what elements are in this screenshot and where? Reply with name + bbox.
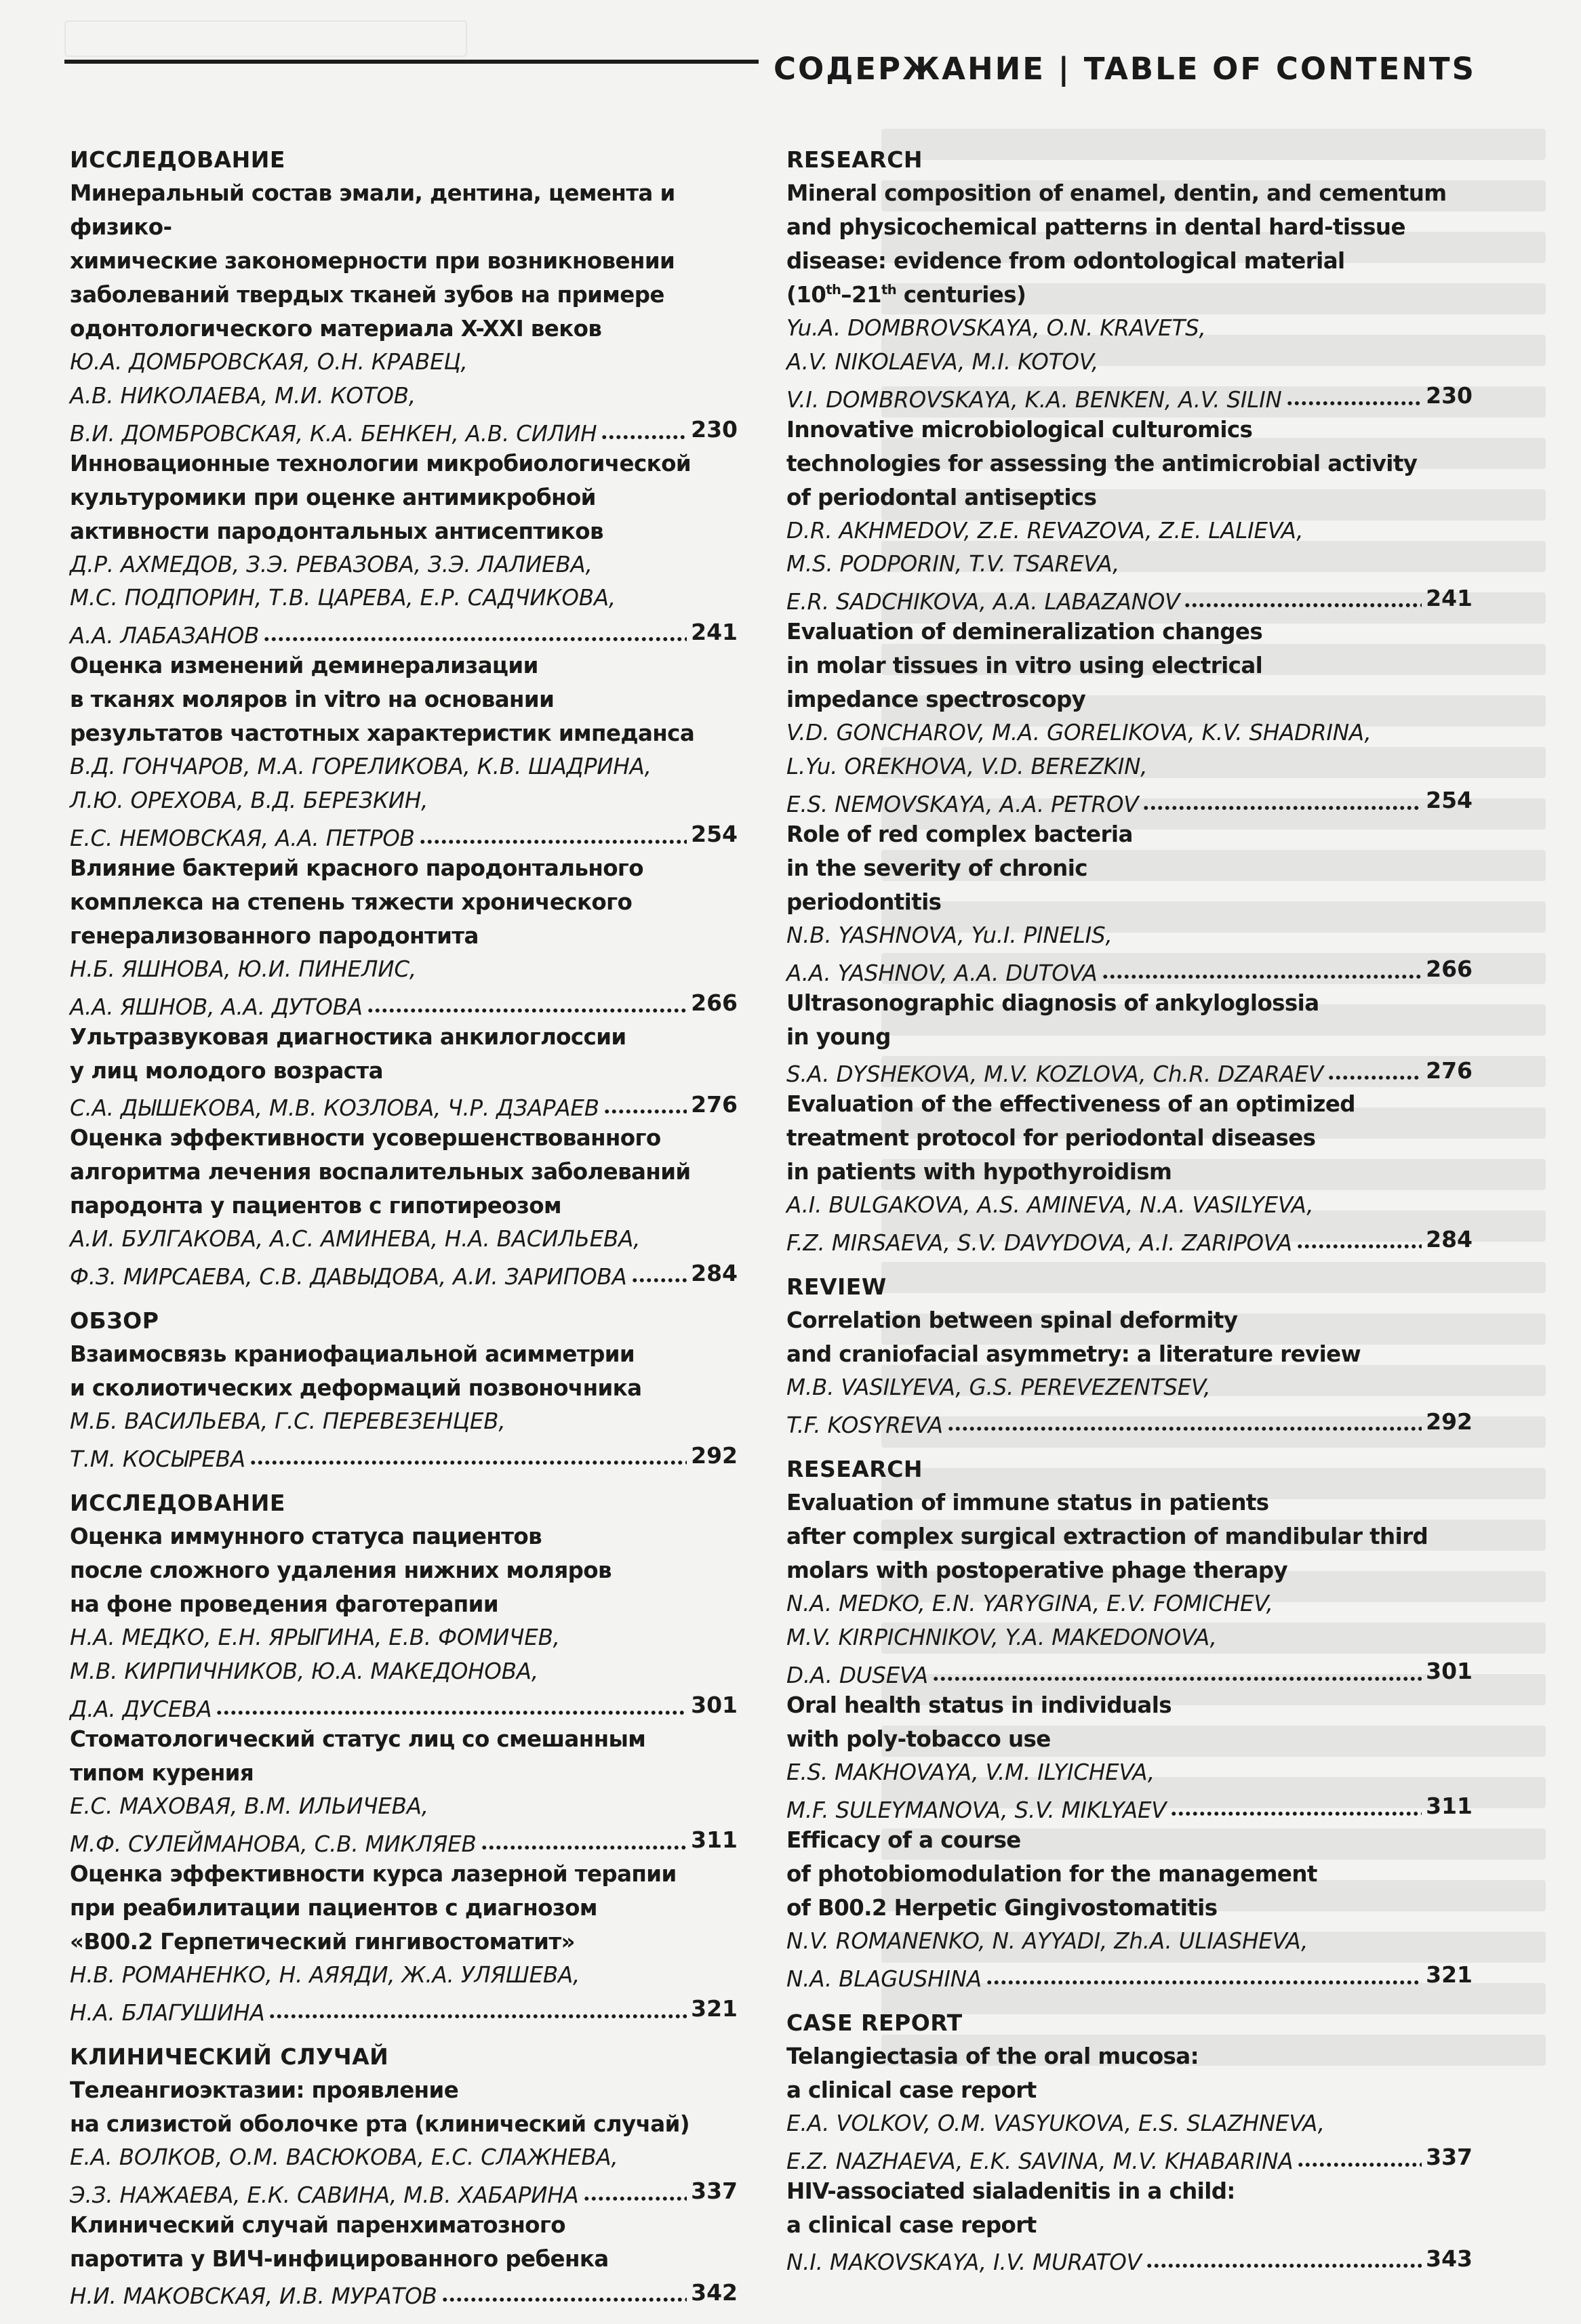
dot-leader — [263, 621, 687, 642]
page-number[interactable]: 241 — [691, 618, 738, 645]
article-authors: M.B. VASILYEVA, G.S. PEREVEZENTSEV, — [786, 1374, 1211, 1400]
toc-entry[interactable] — [70, 2073, 738, 2208]
dot-leader — [601, 420, 687, 440]
toc-entry[interactable] — [70, 1337, 738, 1472]
article-authors: V.D. GONCHAROV, M.A. GORELIKOVA, K.V. SHADRINA, L.Yu. OREKHOVA, V.D. BEREZKIN, — [786, 720, 1372, 779]
toc-section — [786, 144, 1473, 1256]
page-number[interactable]: 311 — [691, 1827, 738, 1853]
page-number[interactable]: 284 — [1426, 1225, 1473, 1252]
toc-entry[interactable] — [70, 447, 738, 649]
authors-page-line — [786, 1958, 1473, 1992]
article-authors-last-line: T.F. KOSYREVA — [786, 1412, 943, 1438]
article-authors: Yu.A. DOMBROVSKAYA, O.N. KRAVETS, A.V. NIKOLAEVA, M.I. KOTOV, — [786, 315, 1206, 375]
dot-leader — [603, 1094, 687, 1114]
article-authors-last-line: Ф.З. МИРСАЕВА, С.В. ДАВЫДОВА, А.И. ЗАРИПОВА — [70, 1264, 627, 1290]
dot-leader — [986, 1965, 1422, 1985]
dot-leader — [1297, 2147, 1422, 2167]
article-authors: В.Д. ГОНЧАРОВ, М.А. ГОРЕЛИКОВА, К.В. ШАДРИНА, Л.Ю. ОРЕХОВА, В.Д. БЕРЕЗКИН, — [70, 754, 652, 813]
article-authors: М.Б. ВАСИЛЬЕВА, Г.С. ПЕРЕВЕЗЕНЦЕВ, — [70, 1408, 506, 1434]
page-number[interactable]: 241 — [1426, 584, 1473, 611]
article-authors: E.A. VOLKOV, O.M. VASYUKOVA, E.S. SLAZHNEVA, — [786, 2110, 1325, 2136]
article-authors-last-line: С.А. ДЫШЕКОВА, М.В. КОЗЛОВА, Ч.Р. ДЗАРАЕВ — [70, 1095, 599, 1121]
section-title: ОБЗОР — [70, 1307, 159, 1334]
authors-page-line — [70, 817, 738, 851]
authors-page-line — [70, 1823, 738, 1857]
article-title[interactable]: Ультразвуковая диагностика анкилоглоссии у лиц молодого возраста — [70, 1023, 626, 1084]
page-number[interactable]: 276 — [691, 1090, 738, 1118]
authors-page-line — [70, 1088, 738, 1122]
toc-entry[interactable] — [70, 1520, 738, 1722]
article-authors-last-line: E.R. SADCHIKOVA, A.A. LABAZANOV — [786, 589, 1180, 615]
article-authors: Ю.А. ДОМБРОВСКАЯ, О.Н. КРАВЕЦ, А.В. НИКОЛАЕВА, М.И. КОТОВ, — [70, 349, 468, 409]
bleed-header-shadow — [64, 20, 467, 57]
article-authors: Н.В. РОМАНЕНКО, Н. АЯЯДИ, Ж.А. УЛЯШЕВА, — [70, 1961, 580, 1988]
article-authors-last-line: В.И. ДОМБРОВСКАЯ, К.А. БЕНКЕН, А.В. СИЛИН — [70, 420, 597, 447]
dot-leader — [1286, 386, 1422, 406]
article-title[interactable]: Evaluation of immune status in patients after complex surgical extraction of mandibular third molars with postoperative phage therapy — [786, 1490, 1428, 1583]
article-authors: А.И. БУЛГАКОВА, А.С. АМИНЕВА, Н.А. ВАСИЛЬЕВА, — [70, 1226, 641, 1252]
page-number[interactable]: 254 — [1426, 787, 1473, 813]
dot-leader — [1170, 1796, 1422, 1816]
dot-leader — [947, 1411, 1422, 1431]
page-number[interactable]: 321 — [1426, 1961, 1473, 1988]
article-authors: D.R. AKHMEDOV, Z.E. REVAZOVA, Z.E. LALIEVA, M.S. PODPORIN, T.V. TSAREVA, — [786, 517, 1304, 577]
toc-entry[interactable] — [786, 1688, 1473, 1823]
toc-entry[interactable] — [786, 2039, 1473, 2174]
authors-page-line — [70, 615, 738, 649]
dot-leader — [631, 1263, 687, 1283]
page-number[interactable]: 230 — [691, 416, 738, 443]
toc-entry[interactable] — [786, 1823, 1473, 1992]
article-title[interactable]: Минеральный состав эмали, дентина, цемента и физико- химические закономерности при возникновении заболеваний твердых тканей зубов на примере одонтологического материала X-XXI веков — [70, 180, 675, 342]
dot-leader — [419, 824, 687, 844]
article-title[interactable]: Efficacy of a course of photobiomodulation for the management of B00.2 Herpetic Gingivostomatitis — [786, 1827, 1317, 1921]
authors-page-line — [786, 2242, 1473, 2276]
article-authors-last-line: N.A. BLAGUSHINA — [786, 1965, 982, 1992]
toc-section — [786, 1453, 1473, 1992]
page-number[interactable]: 254 — [691, 821, 738, 847]
section-title: RESEARCH — [786, 1456, 923, 1482]
dot-leader — [1327, 1060, 1422, 1080]
article-title[interactable]: Стоматологический статус лиц со смешанным типом курения — [70, 1726, 646, 1786]
toc-section — [70, 144, 738, 1290]
toc-entry[interactable] — [786, 817, 1473, 986]
article-authors: Н.Б. ЯШНОВА, Ю.И. ПИНЕЛИС, — [70, 956, 416, 982]
page-number[interactable]: 230 — [1426, 382, 1473, 409]
authors-page-line — [70, 1439, 738, 1473]
article-title[interactable]: Evaluation of the effectiveness of an optimized treatment protocol for periodontal diseases in patients with hypothyroidism — [786, 1091, 1355, 1185]
toc-entry[interactable] — [786, 986, 1473, 1088]
authors-page-line — [786, 1654, 1473, 1688]
page-number[interactable]: 292 — [691, 1442, 738, 1469]
article-authors: N.A. MEDKO, E.N. YARYGINA, E.V. FOMICHEV, M.V. KIRPICHNIKOV, Y.A. MAKEDONOVA, — [786, 1591, 1273, 1650]
article-authors-last-line: E.Z. NAZHAEVA, E.K. SAVINA, M.V. KHABARINA — [786, 2148, 1294, 2174]
article-authors: Е.С. МАХОВАЯ, В.М. ИЛЬИЧЕВА, — [70, 1793, 428, 1819]
authors-page-line — [70, 2276, 738, 2310]
toc-section — [70, 2041, 738, 2310]
page-number[interactable]: 266 — [691, 990, 738, 1016]
article-authors-last-line: E.S. NEMOVSKAYA, A.A. PETROV — [786, 791, 1139, 817]
page-number[interactable]: 284 — [691, 1259, 738, 1286]
article-authors: Н.А. МЕДКО, Е.Н. ЯРЫГИНА, Е.В. ФОМИЧЕВ, М.В. КИРПИЧНИКОВ, Ю.А. МАКЕДОНОВА, — [70, 1625, 560, 1684]
article-title[interactable]: Mineral composition of enamel, dentin, and cementum and physicochemical patterns in dental hard-tissue disease: evidence from odontological material (10th–21th centuries) — [786, 180, 1447, 308]
article-authors-last-line: Е.С. НЕМОВСКАЯ, А.А. ПЕТРОВ — [70, 825, 415, 851]
toc-column-english — [786, 144, 1473, 2290]
article-title[interactable]: Оценка эффективности усовершенствованного алгоритма лечения воспалительных заболеваний пародонта у пациентов с гипотиреозом — [70, 1125, 691, 1219]
toc-entry[interactable] — [786, 615, 1473, 817]
article-authors: Е.А. ВОЛКОВ, О.М. ВАСЮКОВА, Е.С. СЛАЖНЕВА, — [70, 2144, 618, 2170]
authors-page-line — [786, 582, 1473, 615]
toc-entry[interactable] — [70, 649, 738, 851]
article-authors: A.I. BULGAKOVA, A.S. AMINEVA, N.A. VASILYEVA, — [786, 1192, 1314, 1218]
authors-page-line — [70, 413, 738, 447]
article-authors-last-line: М.Ф. СУЛЕЙМАНОВА, С.В. МИКЛЯЕВ — [70, 1831, 477, 1857]
authors-page-line — [70, 986, 738, 1020]
page-title: СОДЕРЖАНИЕ | TABLE OF CONTENTS — [759, 49, 1476, 89]
authors-page-line — [786, 1054, 1473, 1088]
article-authors-last-line: Т.М. КОСЫРЕВА — [70, 1446, 245, 1472]
page-number[interactable]: 343 — [1426, 2245, 1473, 2272]
toc-column-russian — [70, 144, 738, 2324]
page-number[interactable]: 266 — [1426, 956, 1473, 982]
dot-leader — [441, 2282, 687, 2302]
article-authors: N.V. ROMANENKO, N. AYYADI, Zh.A. ULIASHEVA, — [786, 1928, 1308, 1954]
page-number[interactable]: 337 — [691, 2178, 738, 2204]
authors-page-line — [786, 1405, 1473, 1439]
toc-entry[interactable] — [70, 1722, 738, 1857]
article-authors-last-line: S.A. DYSHEKOVA, M.V. KOZLOVA, Ch.R. DZARAEV — [786, 1061, 1323, 1087]
section-title: REVIEW — [786, 1273, 887, 1300]
toc-section — [786, 1271, 1473, 1438]
article-authors-last-line: M.F. SULEYMANOVA, S.V. MIKLYAEV — [786, 1797, 1167, 1823]
dot-leader — [1102, 959, 1422, 979]
article-title[interactable]: Ultrasonographic diagnosis of ankyloglossia in young — [786, 990, 1319, 1050]
dot-leader — [481, 1830, 687, 1850]
article-title[interactable]: Correlation between spinal deformity and craniofacial asymmetry: a literature review — [786, 1307, 1361, 1367]
authors-page-line — [786, 952, 1473, 986]
toc-entry[interactable] — [70, 851, 738, 1020]
article-authors-last-line: Н.А. БЛАГУШИНА — [70, 1999, 265, 2026]
page-number[interactable]: 301 — [691, 1692, 738, 1718]
article-authors-last-line: Э.З. НАЖАЕВА, Е.К. САВИНА, М.В. ХАБАРИНА — [70, 2182, 579, 2208]
toc-entry[interactable] — [70, 1121, 738, 1290]
section-title: ИССЛЕДОВАНИЕ — [70, 1490, 285, 1516]
authors-page-line — [70, 2174, 738, 2208]
page-number[interactable]: 311 — [1426, 1793, 1473, 1819]
toc-entry[interactable] — [786, 413, 1473, 615]
article-title[interactable]: Клинический случай паренхиматозного паротита у ВИЧ-инфицированного ребенка — [70, 2211, 609, 2272]
toc-section — [786, 2007, 1473, 2276]
toc-entry[interactable] — [786, 1486, 1473, 1688]
article-title[interactable]: Оценка эффективности курса лазерной терапии при реабилитации пациентов с диагнозом «B00.2 Герпетический гингивостоматит» — [70, 1860, 677, 1955]
dot-leader — [932, 1661, 1422, 1681]
dot-leader — [583, 2181, 687, 2201]
article-title[interactable]: Влияние бактерий красного пародонтального комплекса на степень тяжести хронического генерализованного пародонтита — [70, 855, 644, 949]
article-title[interactable]: Oral health status in individuals with poly-tobacco use — [786, 1692, 1172, 1752]
dot-leader — [268, 1999, 687, 2019]
article-authors-last-line: F.Z. MIRSAEVA, S.V. DAVYDOVA, A.I. ZARIPOVA — [786, 1230, 1292, 1256]
dot-leader — [249, 1445, 687, 1465]
article-authors-last-line: D.A. DUSEVA — [786, 1662, 928, 1688]
article-authors-last-line: V.I. DOMBROVSKAYA, K.A. BENKEN, A.V. SILIN — [786, 386, 1282, 413]
article-authors: E.S. MAKHOVAYA, V.M. ILYICHEVA, — [786, 1759, 1155, 1785]
toc-section — [70, 1305, 738, 1472]
toc-entry[interactable] — [70, 1020, 738, 1122]
dot-leader — [367, 993, 687, 1013]
section-title: КЛИНИЧЕСКИЙ СЛУЧАЙ — [70, 2043, 389, 2070]
page-number[interactable]: 301 — [1426, 1658, 1473, 1684]
article-title[interactable]: Оценка иммунного статуса пациентов после сложного удаления нижних моляров на фоне проведения фаготерапии — [70, 1524, 612, 1617]
dot-leader — [216, 1695, 687, 1715]
article-authors-last-line: Д.А. ДУСЕВА — [70, 1696, 212, 1722]
toc-entry[interactable] — [70, 2208, 738, 2310]
article-authors-last-line: А.А. ЯШНОВ, А.А. ДУТОВА — [70, 994, 363, 1020]
toc-section — [70, 1487, 738, 2026]
toc-entry[interactable] — [70, 176, 738, 447]
toc-entry[interactable] — [786, 1303, 1473, 1438]
authors-page-line — [70, 1992, 738, 2026]
dot-leader — [1146, 2248, 1422, 2268]
dot-leader — [1142, 790, 1422, 811]
toc-entry[interactable] — [786, 2174, 1473, 2276]
article-title[interactable]: Evaluation of demineralization changes in molar tissues in vitro using electrical impedance spectroscopy — [786, 619, 1263, 712]
toc-entry[interactable] — [786, 176, 1473, 413]
toc-entry[interactable] — [70, 1857, 738, 2026]
dot-leader — [1184, 588, 1422, 608]
article-title[interactable]: Инновационные технологии микробиологической культуромики при оценке антимикробной активности пародонтальных антисептиков — [70, 450, 692, 544]
article-title[interactable]: Telangiectasia of the oral mucosa: a clinical case report — [786, 2043, 1199, 2103]
authors-page-line — [786, 1223, 1473, 1257]
toc-entry[interactable] — [786, 1087, 1473, 1256]
article-title[interactable]: HIV-associated sialadenitis in a child: a clinical case report — [786, 2178, 1235, 2238]
section-title: RESEARCH — [786, 146, 923, 173]
article-title[interactable]: Оценка изменений деминерализации в тканях моляров in vitro на основании результатов частотных характеристик импеданса — [70, 653, 695, 746]
authors-page-line — [786, 1789, 1473, 1823]
page-number[interactable]: 337 — [1426, 2144, 1473, 2170]
page-number[interactable]: 321 — [691, 1995, 738, 2022]
authors-page-line — [70, 1257, 738, 1290]
authors-page-line — [786, 379, 1473, 413]
article-title[interactable]: Innovative microbiological culturomics technologies for assessing the antimicrobial activity of periodontal antiseptics — [786, 416, 1418, 510]
article-authors-last-line: A.A. YASHNOV, A.A. DUTOVA — [786, 960, 1098, 986]
article-title[interactable]: Взаимосвязь краниофациальной асимметрии и сколиотических деформаций позвоночника — [70, 1341, 642, 1401]
article-authors-last-line: А.А. ЛАБАЗАНОВ — [70, 623, 260, 649]
page-number[interactable]: 276 — [1426, 1057, 1473, 1084]
article-title[interactable]: Телеангиоэктазии: проявление на слизистой оболочке рта (клинический случай) — [70, 2077, 690, 2137]
authors-page-line — [786, 2140, 1473, 2174]
article-title[interactable]: Role of red complex bacteria in the severity of chronic periodontitis — [786, 821, 1133, 915]
page-number[interactable]: 342 — [691, 2279, 738, 2306]
article-authors: N.B. YASHNOVA, Yu.I. PINELIS, — [786, 922, 1113, 948]
article-authors-last-line: N.I. MAKOVSKAYA, I.V. MURATOV — [786, 2249, 1142, 2275]
section-title: CASE REPORT — [786, 2009, 963, 2036]
authors-page-line — [70, 1688, 738, 1722]
article-authors: Д.Р. АХМЕДОВ, З.Э. РЕВАЗОВА, З.Э. ЛАЛИЕВА, М.С. ПОДПОРИН, Т.В. ЦАРЕВА, Е.Р. САДЧИКОВА, — [70, 551, 616, 611]
article-authors-last-line: Н.И. МАКОВСКАЯ, И.В. МУРАТОВ — [70, 2283, 437, 2309]
page-number[interactable]: 292 — [1426, 1408, 1473, 1435]
authors-page-line — [786, 783, 1473, 817]
section-title: ИССЛЕДОВАНИЕ — [70, 146, 285, 173]
dot-leader — [1296, 1229, 1422, 1249]
